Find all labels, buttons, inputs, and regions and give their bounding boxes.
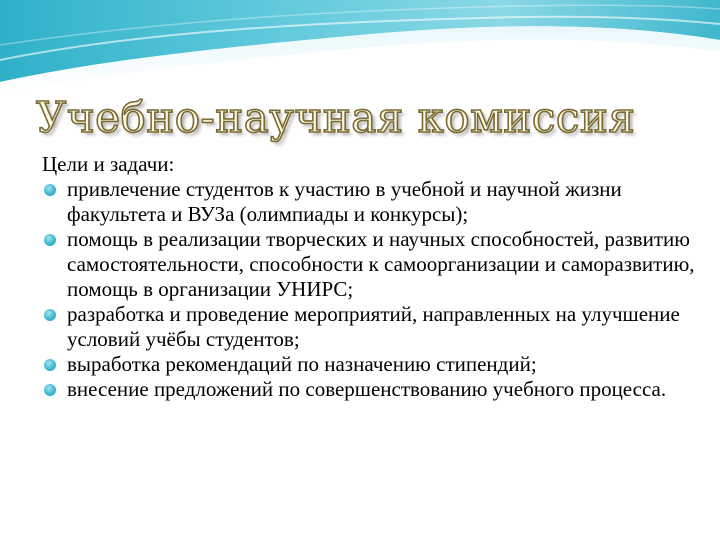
bullet-dot-icon bbox=[44, 234, 56, 246]
goal-text: выработка рекомендаций по назначению стипендий; bbox=[67, 352, 537, 376]
bullet-dot-icon bbox=[44, 384, 56, 396]
goal-item bbox=[42, 302, 702, 352]
goal-item bbox=[42, 377, 702, 402]
wave-header-decoration bbox=[0, 0, 720, 95]
bullet-dot-icon bbox=[44, 309, 56, 321]
goal-text: привлечение студентов к участию в учебной и научной жизни факультета и ВУЗа (олимпиады и конкурсы); bbox=[67, 177, 622, 226]
slide-body bbox=[42, 152, 702, 402]
goal-item bbox=[42, 352, 702, 377]
bullet-dot-icon bbox=[44, 359, 56, 371]
goal-item bbox=[42, 177, 702, 227]
goal-item bbox=[42, 227, 702, 302]
goal-text: внесение предложений по совершенствованию учебного процесса. bbox=[67, 377, 667, 401]
goal-text: помощь в реализации творческих и научных способностей, развитию самостоятельности, способности к самоорганизации и саморазвитию, помощь в организации УНИРС; bbox=[67, 227, 695, 301]
goals-heading: Цели и задачи: bbox=[42, 152, 175, 176]
goals-list bbox=[42, 177, 702, 402]
goal-text: разработка и проведение мероприятий, направленных на улучшение условий учёбы студентов; bbox=[67, 302, 680, 351]
slide-title: Учебно-научная комиссия bbox=[36, 93, 636, 142]
bullet-dot-icon bbox=[44, 184, 56, 196]
